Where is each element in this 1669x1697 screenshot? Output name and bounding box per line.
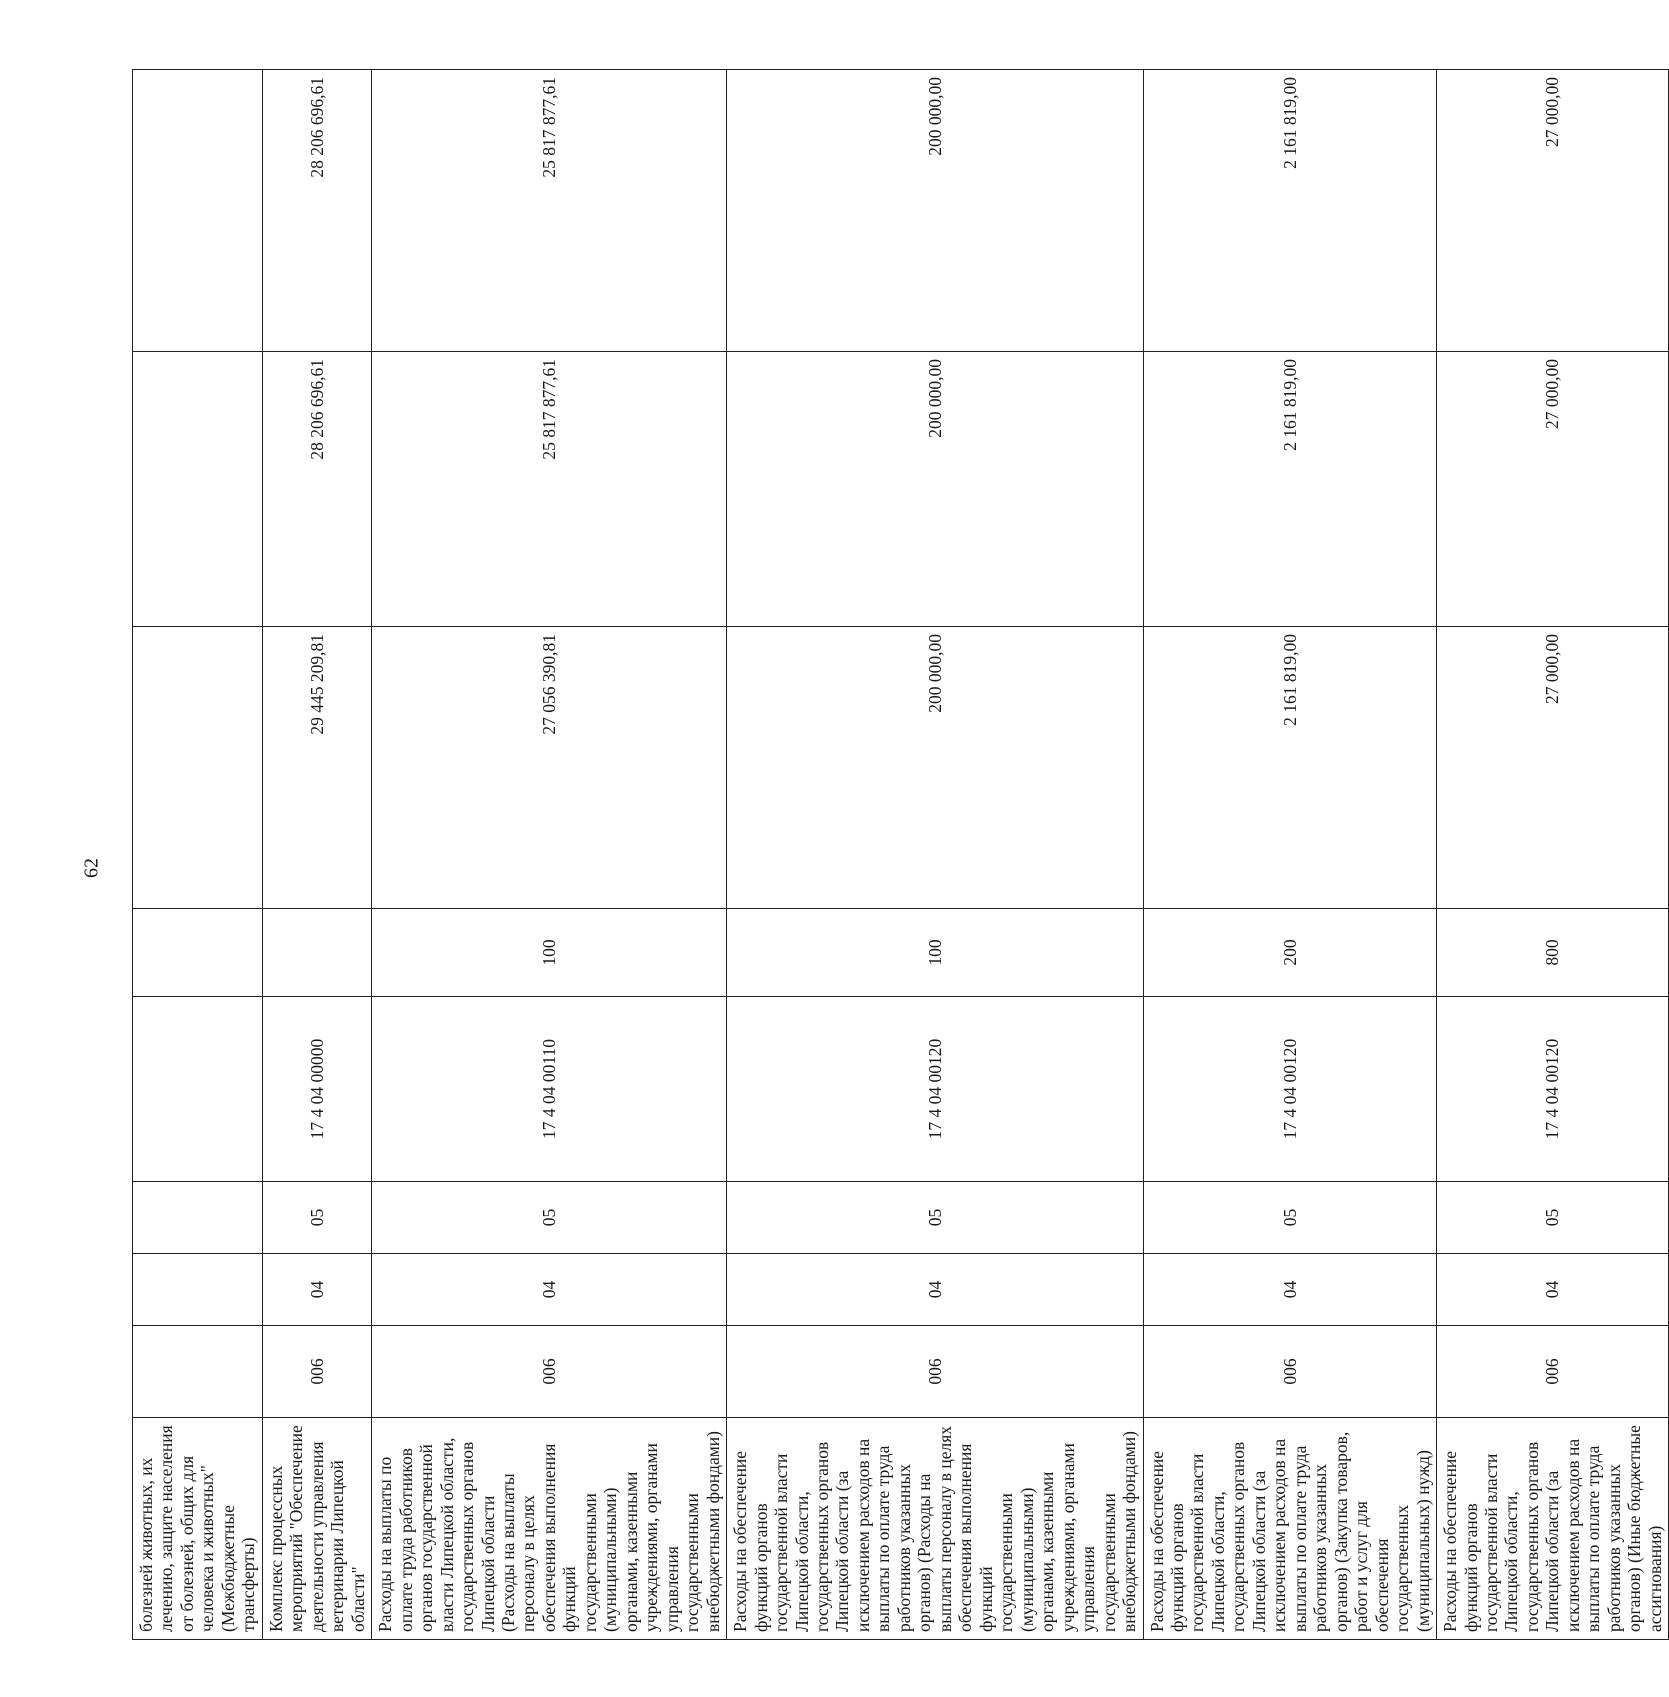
table-row: [1143, 70, 1437, 1640]
table-row: [262, 70, 371, 1640]
sum-cell-1: 200 000,00: [727, 627, 1143, 909]
row-description: болезней животных, их лечению, защите населения от болезней, общих для человека и животных" (Межбюджетные трансферты): [133, 1418, 263, 1640]
grbs-cell: 006: [1143, 1326, 1437, 1418]
sum-cell-1: 29 445 209,81: [262, 627, 371, 909]
target-article-cell: [133, 997, 263, 1182]
subsection-cell: 05: [262, 1182, 371, 1254]
row-description: Расходы на обеспечение функций органов государственной власти Липецкой области, государственных органов Липецкой области (за исключением расходов на выплаты по оплате труда работников указанных органов) (Закупка товаров, работ и услуг для обеспечения государственных (муниципальных) нужд): [1143, 1418, 1437, 1640]
subsection-cell: [133, 1182, 263, 1254]
section-cell: 04: [727, 1254, 1143, 1326]
expense-type-cell: 100: [727, 909, 1143, 997]
row-description: Расходы на обеспечение функций органов государственной власти Липецкой области, государственных органов Липецкой области (за исключением расходов на выплаты по оплате труда работников указанных органов) (Иные бюджетные ассигнования): [1437, 1418, 1669, 1640]
grbs-cell: [133, 1326, 263, 1418]
sum-cell-2: 25 817 877,61: [372, 352, 727, 627]
grbs-cell: 006: [1437, 1326, 1669, 1418]
sum-cell-3: 200 000,00: [727, 70, 1143, 352]
expense-type-cell: 100: [372, 909, 727, 997]
target-article-cell: 17 4 04 00110: [372, 997, 727, 1182]
subsection-cell: 05: [372, 1182, 727, 1254]
row-description: Расходы на обеспечение функций органов государственной власти Липецкой области, государственных органов Липецкой области (за исключением расходов на выплаты по оплате труда работников указанных органов) (Расходы на выплаты персоналу в целях обеспечения выполнения функций государственными (муниципальными) органами, казенными учреждениями, органами управления государственными внебюджетными фондами): [727, 1418, 1143, 1640]
section-cell: 04: [1143, 1254, 1437, 1326]
expense-type-cell: [133, 909, 263, 997]
target-article-cell: 17 4 04 00120: [1143, 997, 1437, 1182]
sum-cell-2: 2 161 819,00: [1143, 352, 1437, 627]
section-cell: 04: [262, 1254, 371, 1326]
budget-table: [132, 69, 1669, 1640]
rotated-table-container: [132, 70, 1665, 1640]
sum-cell-2: 28 206 696,61: [262, 352, 371, 627]
sum-cell-1: 27 000,00: [1437, 627, 1669, 909]
subsection-cell: 05: [1143, 1182, 1437, 1254]
sum-cell-3: 2 161 819,00: [1143, 70, 1437, 352]
sum-cell-1: 2 161 819,00: [1143, 627, 1437, 909]
target-article-cell: 17 4 04 00120: [727, 997, 1143, 1182]
sum-cell-1: [133, 627, 263, 909]
sum-cell-3: 28 206 696,61: [262, 70, 371, 352]
sum-cell-2: 27 000,00: [1437, 352, 1669, 627]
subsection-cell: 05: [1437, 1182, 1669, 1254]
sum-cell-3: [133, 70, 263, 352]
sum-cell-3: 25 817 877,61: [372, 70, 727, 352]
grbs-cell: 006: [372, 1326, 727, 1418]
sum-cell-1: 27 056 390,81: [372, 627, 727, 909]
page-number: 62: [80, 858, 103, 878]
sum-cell-3: 27 000,00: [1437, 70, 1669, 352]
section-cell: 04: [1437, 1254, 1669, 1326]
sum-cell-2: [133, 352, 263, 627]
grbs-cell: 006: [262, 1326, 371, 1418]
table-row: [727, 70, 1143, 1640]
section-cell: [133, 1254, 263, 1326]
target-article-cell: 17 4 04 00000: [262, 997, 371, 1182]
subsection-cell: 05: [727, 1182, 1143, 1254]
expense-type-cell: 800: [1437, 909, 1669, 997]
table-row: [133, 70, 263, 1640]
table-row: [1437, 70, 1669, 1640]
target-article-cell: 17 4 04 00120: [1437, 997, 1669, 1182]
row-description: Комплекс процессных мероприятий "Обеспечение деятельности управления ветеринарии Липецкой области": [262, 1418, 371, 1640]
section-cell: 04: [372, 1254, 727, 1326]
expense-type-cell: 200: [1143, 909, 1437, 997]
row-description: Расходы на выплаты по оплате труда работников органов государственной власти Липецкой области, государственных органов Липецкой области (Расходы на выплаты персоналу в целях обеспечения выполнения функций государственными (муниципальными) органами, казенными учреждениями, органами управления государственными внебюджетными фондами): [372, 1418, 727, 1640]
table-row: [372, 70, 727, 1640]
expense-type-cell: [262, 909, 371, 997]
grbs-cell: 006: [727, 1326, 1143, 1418]
sum-cell-2: 200 000,00: [727, 352, 1143, 627]
